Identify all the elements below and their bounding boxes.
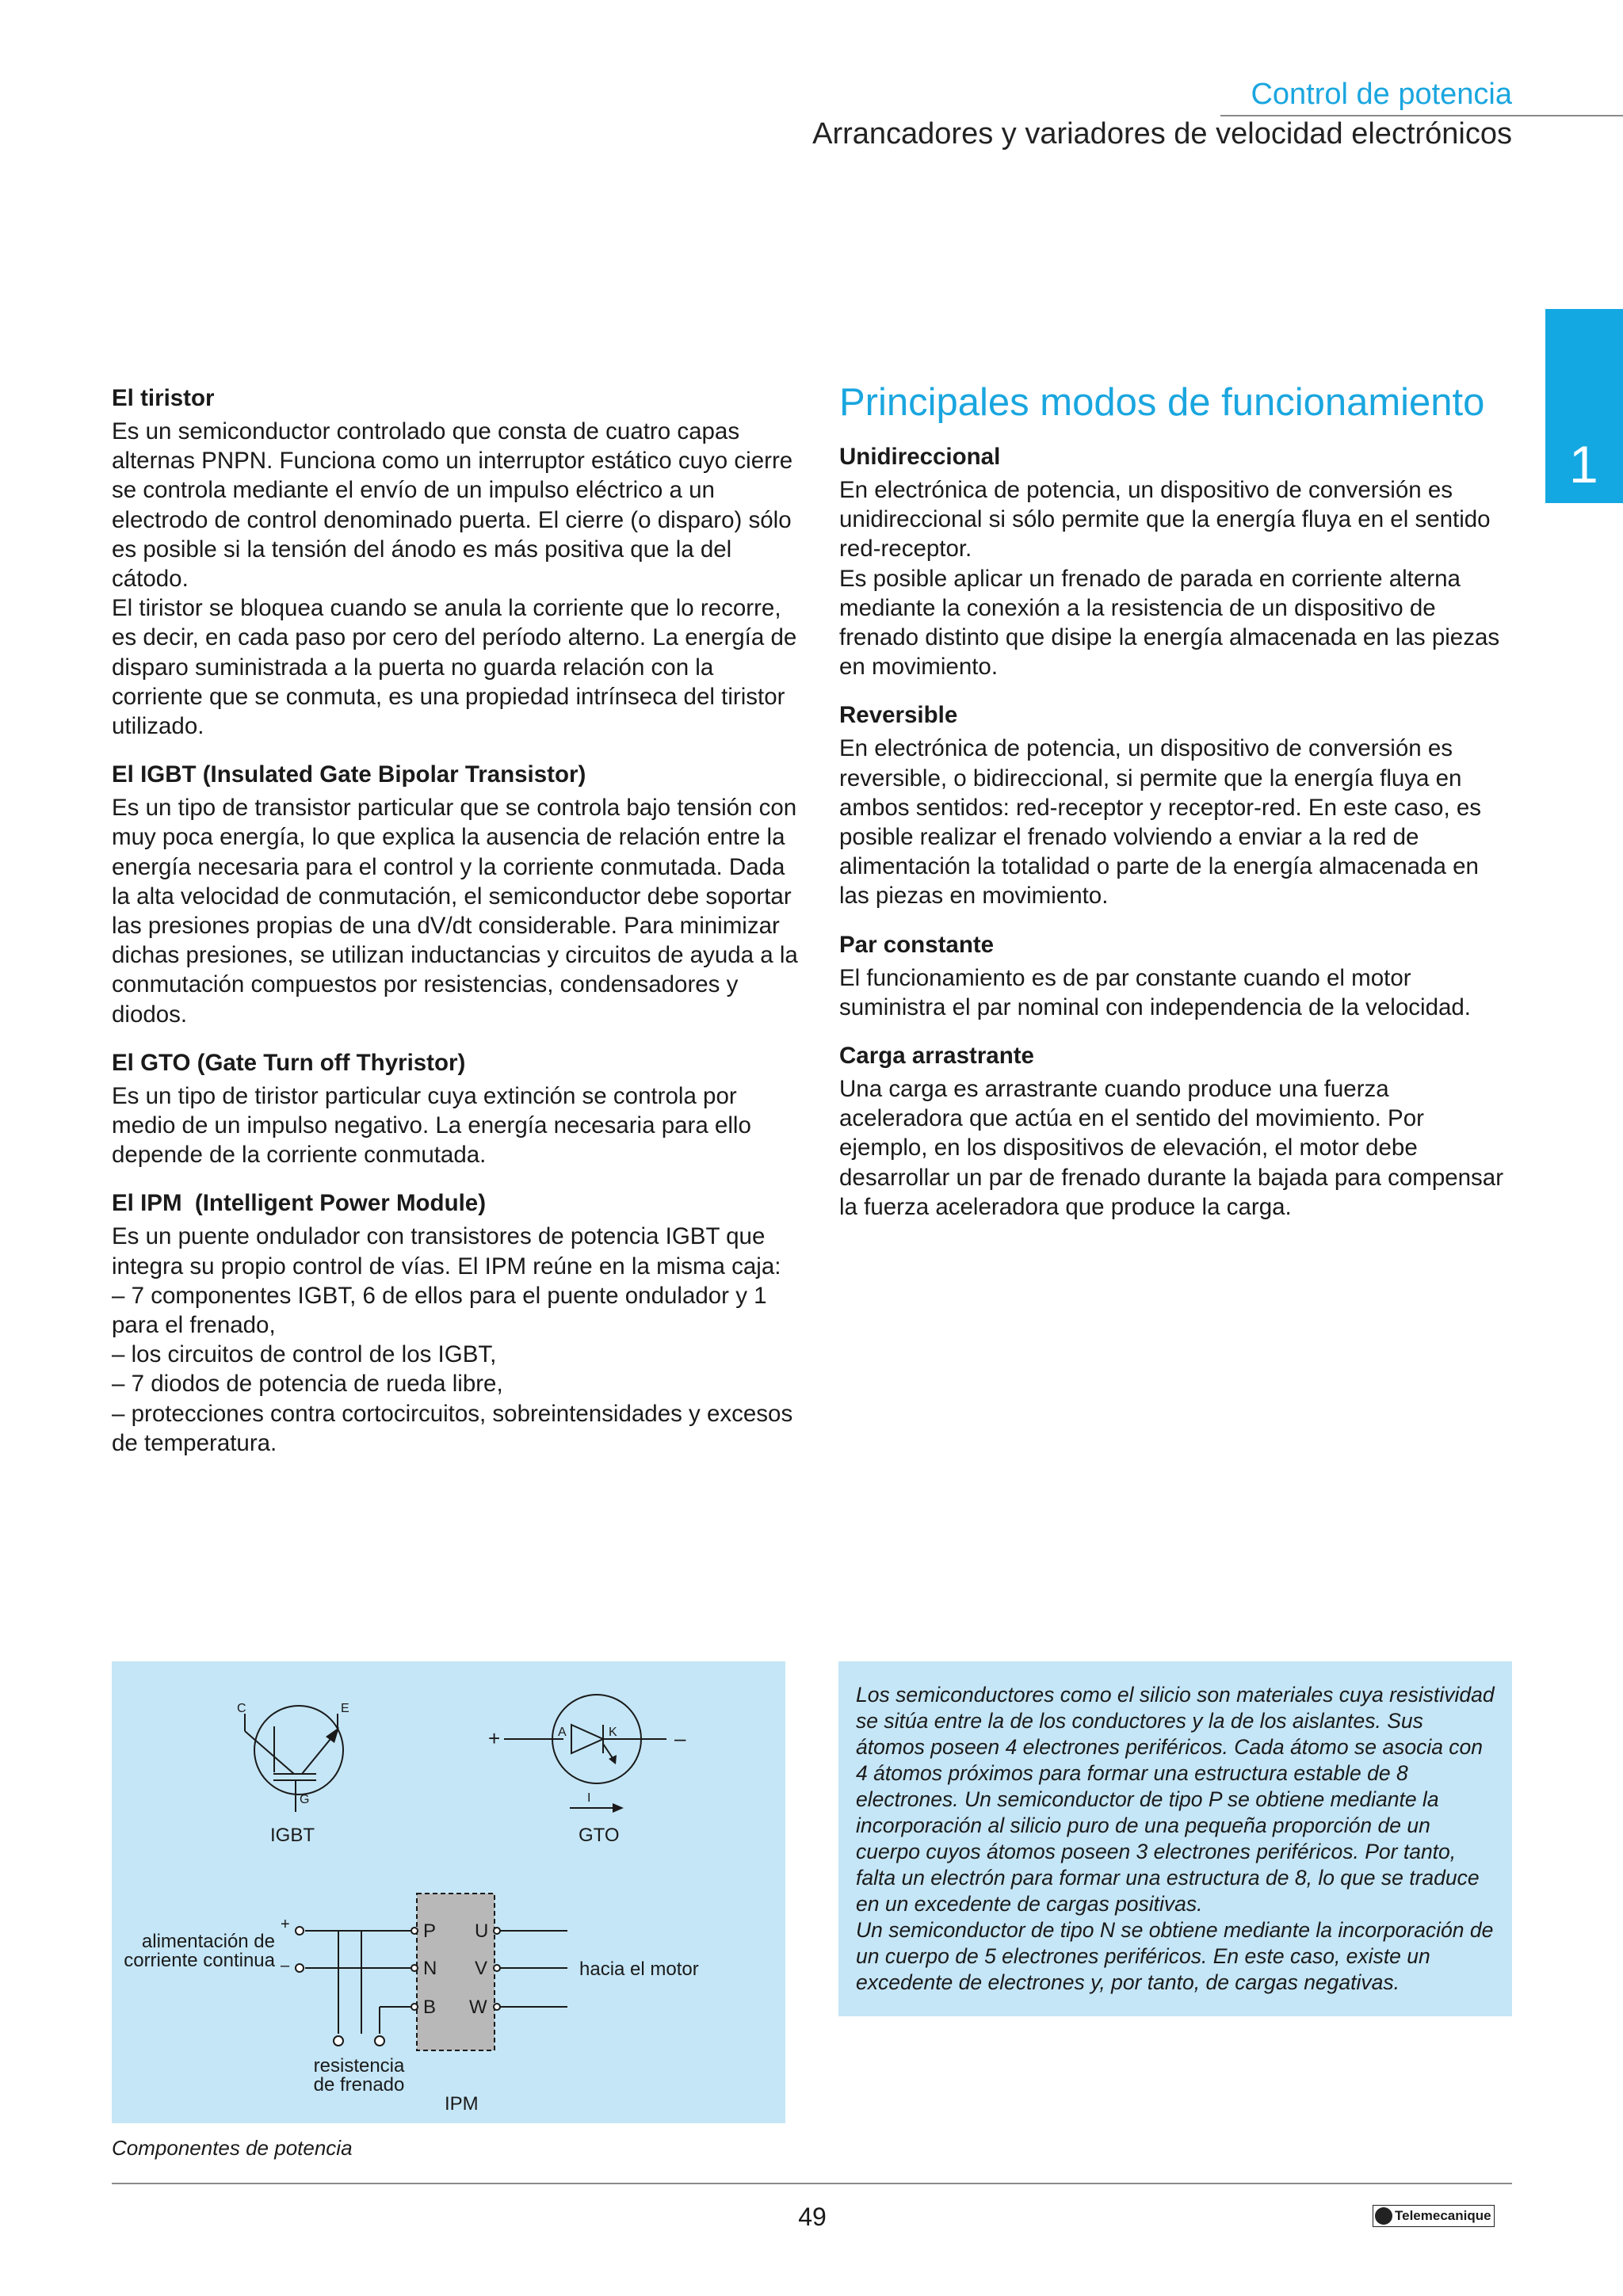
- section-heading-ipm: El IPM (Intelligent Power Module): [112, 1190, 487, 1217]
- note-text: Los semiconductores como el silicio son materiales cuya resistividad se sitúa entre la de los conductores y la de los aislantes. Sus átomos poseen 4 electrones periféricos. Cada átomo se asocia con 4 átomos próximos para formar una estructura estable de 8 electrones. Un semiconductor de tipo P se obtiene mediante la incorporación al silicio puro de una pequeña proporción de un cuerpo cuyos átomos poseen 3 electrones periféricos. Por tanto, falta un electrón para formar una estructura de 8, lo que se traduce en un excedente de cargas positivas. Un semiconductor de tipo N se obtiene mediante la incorporación de un cuerpo de 5 electrones periféricos. En este caso, existe un excedente de electrones y, por tanto, de cargas negativas.: [856, 1683, 1495, 1994]
- terminal-w: [494, 2004, 500, 2010]
- supply-label-1: alimentación de: [141, 1931, 275, 1952]
- brake-label-1: resistencia: [313, 2055, 405, 2077]
- page-number: 49: [798, 2203, 827, 2231]
- header-title: Control de potencia: [1251, 78, 1512, 111]
- power-components-diagram: [112, 1661, 785, 2123]
- ipm-label-w: W: [469, 1997, 487, 2018]
- paragraph: Es un tipo de tiristor particular cuya extinción se controla por medio de un impulso negativo. La energía necesaria para ello depende de la corriente conmutada.: [112, 1082, 751, 1169]
- terminal-v: [494, 1965, 500, 1971]
- paragraph: Una carga es arrastrante cuando produce una fuerza aceleradora que actúa en el sentido del movimiento. Por ejemplo, en los dispositivos de elevación, el motor debe desarrollar un par de frenado durante la bajada para compensar la fuerza aceleradora que produce la carga.: [839, 1076, 1504, 1220]
- section-heading-carga-arrastrante: Carga arrastrante: [839, 1043, 1034, 1070]
- motor-label: hacia el motor: [579, 1958, 699, 1980]
- ipm-label-plus: +: [281, 1916, 290, 1933]
- ipm-label-p: P: [423, 1920, 437, 1942]
- gto-current-arrowhead: [613, 1803, 624, 1813]
- telemecanique-icon: [1375, 2207, 1392, 2225]
- section-title: Principales modos de funcionamiento: [839, 381, 1485, 424]
- igbt-label-c: C: [237, 1702, 246, 1715]
- brand-name: Telemecanique: [1395, 2208, 1491, 2223]
- right-column: [839, 442, 1513, 1241]
- terminal-plus: [296, 1927, 304, 1935]
- ipm-label-b: B: [423, 1997, 437, 2018]
- terminal-brake-2: [375, 2036, 384, 2046]
- section-heading-unidireccional: Unidireccional: [839, 444, 1001, 470]
- paragraph: Es un semiconductor controlado que consta de cuatro capas alternas PNPN. Funciona como un interruptor estático cuyo cierre se controla mediante el envío de un impulso eléctrico a un electrodo de control denominado puerta. El cierre (o disparo) sólo es posible si la tensión del ánodo es más positiva que la del cátodo. El tiristor se bloquea cuando se anula la corriente que lo recorre, es decir, en cada paso por cero del período alterno. La energía de disparo suministrada a la puerta no guarda relación con la corriente que se conmuta, es una propiedad intrínseca del tiristor utilizado.: [112, 418, 797, 740]
- footer-divider: [112, 2183, 1512, 2184]
- gto-label-i: I: [587, 1791, 591, 1805]
- ipm-caption: IPM: [445, 2093, 479, 2115]
- terminal-n: [411, 1965, 418, 1971]
- section-heading-gto: El GTO (Gate Turn off Thyristor): [112, 1049, 466, 1076]
- terminal-u: [494, 1928, 500, 1934]
- section-heading-reversible: Reversible: [839, 702, 958, 729]
- paragraph: Es un puente ondulador con transistores de potencia IGBT que integra su propio control de vías. El IPM reúne en la misma caja: – 7 componentes IGBT, 6 de ellos para el puente ondulador y 1 para el frenado, – los circuitos de control de los IGBT, – 7 diodos de potencia de rueda libre, – protecciones contra cortocircuitos, sobreintensidades y excesos de temperatura.: [112, 1223, 793, 1456]
- gto-label-plus: +: [488, 1726, 501, 1750]
- figure-caption: Componentes de potencia: [112, 2136, 353, 2160]
- ipm-label-minus: –: [281, 1957, 290, 1974]
- chapter-tab[interactable]: [1545, 309, 1623, 503]
- terminal-p: [411, 1928, 418, 1934]
- chapter-number: 1: [1569, 435, 1598, 494]
- brand-logo: [1373, 2205, 1495, 2227]
- igbt-label-e: E: [341, 1702, 349, 1715]
- brake-label-2: de frenado: [313, 2074, 405, 2096]
- gto-label-k: K: [609, 1726, 617, 1739]
- power-components-figure: [112, 1661, 785, 2123]
- left-column: [112, 383, 801, 1477]
- gto-caption: GTO: [579, 1825, 620, 1846]
- ipm-label-u: U: [475, 1920, 489, 1942]
- paragraph: Es un tipo de transistor particular que se controla bajo tensión con muy poca energía, lo que explica la ausencia de relación entre la energía necesaria para el control y la corriente conmutada. Dada la alta velocidad de conmutación, el semiconductor debe soportar las presiones propias de una dV/dt considerable. Para minimizar dichas presiones, se utilizan inductancias y circuitos de ayuda a la conmutación compuestos por resistencias, condensadores y diodos.: [112, 795, 798, 1028]
- gto-label-a: A: [558, 1726, 567, 1739]
- terminal-b: [411, 2004, 418, 2010]
- terminal-minus: [296, 1964, 304, 1972]
- section-heading-igbt: El IGBT (Insulated Gate Bipolar Transistor): [112, 761, 586, 788]
- gto-label-minus: –: [674, 1726, 686, 1750]
- semiconductor-note: [838, 1661, 1512, 2016]
- paragraph: En electrónica de potencia, un dispositivo de conversión es unidireccional si sólo permite que la energía fluya en el sentido red-receptor. Es posible aplicar un frenado de parada en corriente alterna mediante la conexión a la resistencia de un dispositivo de frenado distinto que disipe la energía almacenada en las piezas en movimiento.: [839, 477, 1500, 681]
- supply-label-2: corriente continua: [124, 1950, 275, 1971]
- ipm-label-v: V: [475, 1958, 488, 1979]
- section-heading-tiristor: El tiristor: [112, 385, 215, 411]
- paragraph: En electrónica de potencia, un dispositivo de conversión es reversible, o bidireccional, si permite que la energía fluya en ambos sentidos: red-receptor y receptor-red. En este caso, es posible realizar el frenado volviendo a enviar a la red de alimentación la totalidad o parte de la energía almacenada en las piezas en movimiento.: [839, 735, 1481, 910]
- igbt-label-g: G: [300, 1793, 310, 1806]
- igbt-caption: IGBT: [270, 1825, 315, 1846]
- header-subtitle: Arrancadores y variadores de velocidad electrónicos: [812, 117, 1512, 151]
- section-heading-par-constante: Par constante: [839, 931, 995, 958]
- ipm-label-n: N: [423, 1958, 437, 1979]
- header-divider: [1220, 115, 1623, 116]
- terminal-brake-1: [334, 2036, 343, 2046]
- paragraph: El funcionamiento es de par constante cuando el motor suministra el par nominal con independencia de la velocidad.: [839, 964, 1471, 1020]
